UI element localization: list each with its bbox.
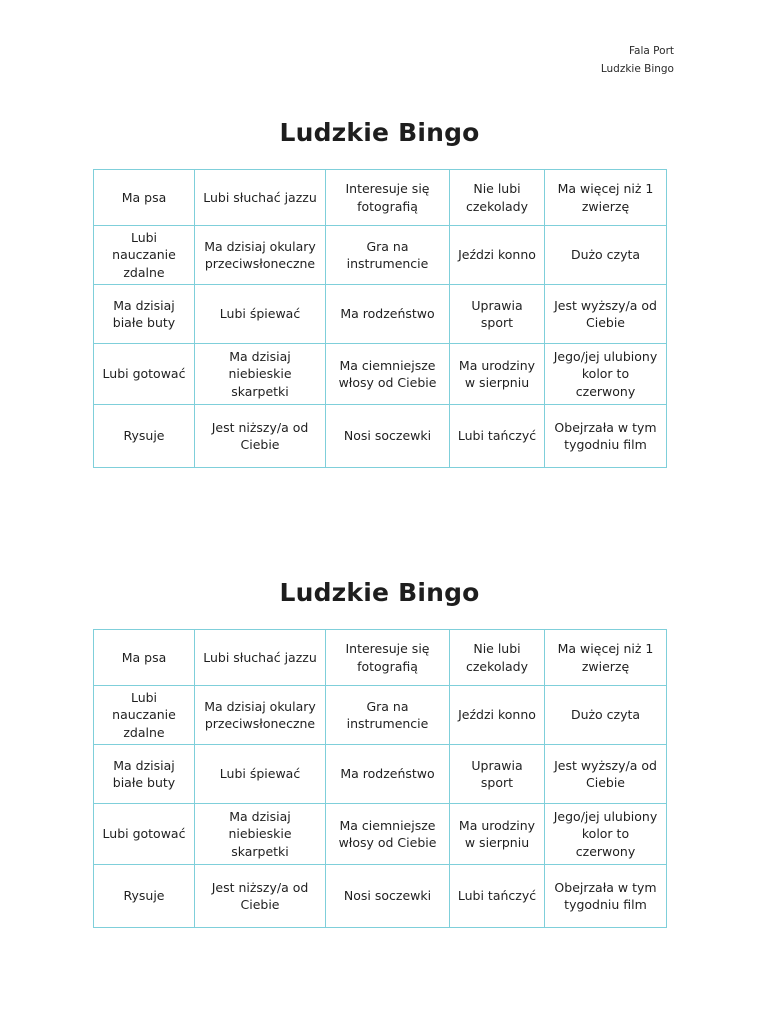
bingo-cell: Ma dzisiaj niebieskie skarpetki [195,344,326,405]
bingo-cell: Rysuje [94,865,195,928]
bingo-cell: Lubi nauczanie zdalne [94,226,195,285]
bingo-cell: Ma dzisiaj białe buty [94,745,195,804]
bingo-card-2 [93,578,666,928]
bingo-cell: Ma ciemniejsze włosy od Ciebie [326,804,450,865]
bingo-cell: Dużo czyta [545,686,667,745]
bingo-cell: Lubi śpiewać [195,745,326,804]
bingo-cell: Gra na instrumencie [326,226,450,285]
bingo-card-title: Ludzkie Bingo [279,118,480,147]
bingo-cell: Ma dzisiaj okulary przeciwsłoneczne [195,686,326,745]
bingo-cell: Ma rodzeństwo [326,745,450,804]
bingo-cell: Jego/jej ulubiony kolor to czerwony [545,804,667,865]
bingo-cell: Jego/jej ulubiony kolor to czerwony [545,344,667,405]
bingo-cell: Obejrzała w tym tygodniu film [545,405,667,468]
bingo-row [94,745,667,804]
bingo-row [94,226,667,285]
bingo-cell: Lubi śpiewać [195,285,326,344]
bingo-cell: Ma rodzeństwo [326,285,450,344]
bingo-cell: Lubi gotować [94,344,195,405]
bingo-cell: Jest niższy/a od Ciebie [195,865,326,928]
bingo-cell: Dużo czyta [545,226,667,285]
bingo-cell: Rysuje [94,405,195,468]
bingo-cell: Ma dzisiaj białe buty [94,285,195,344]
bingo-cell: Ma ciemniejsze włosy od Ciebie [326,344,450,405]
bingo-row [94,405,667,468]
bingo-card-title: Ludzkie Bingo [279,578,480,607]
bingo-cell: Ma psa [94,630,195,686]
bingo-cell: Lubi tańczyć [450,405,545,468]
bingo-cell: Nosi soczewki [326,865,450,928]
bingo-cell: Nie lubi czekolady [450,170,545,226]
header-org-name: Fala Port [628,45,674,57]
bingo-cell: Interesuje się fotografią [326,630,450,686]
bingo-row [94,170,667,226]
bingo-row [94,630,667,686]
bingo-cell: Ma dzisiaj niebieskie skarpetki [195,804,326,865]
bingo-cell: Jest wyższy/a od Ciebie [545,285,667,344]
bingo-cell: Lubi słuchać jazzu [195,630,326,686]
bingo-row [94,285,667,344]
page-header-meta [601,42,674,78]
bingo-cell: Jest niższy/a od Ciebie [195,405,326,468]
bingo-cell: Jest wyższy/a od Ciebie [545,745,667,804]
bingo-cell: Jeździ konno [450,686,545,745]
bingo-cell: Ma dzisiaj okulary przeciwsłoneczne [195,226,326,285]
bingo-row [94,865,667,928]
bingo-cell: Ma więcej niż 1 zwierzę [545,630,667,686]
bingo-row [94,804,667,865]
bingo-cell: Nie lubi czekolady [450,630,545,686]
bingo-grid [93,169,667,468]
bingo-cell: Ma urodziny w sierpniu [450,344,545,405]
bingo-row [94,344,667,405]
bingo-cell: Lubi tańczyć [450,865,545,928]
bingo-cell: Lubi nauczanie zdalne [94,686,195,745]
bingo-cell: Ma psa [94,170,195,226]
bingo-cell: Lubi gotować [94,804,195,865]
bingo-grid [93,629,667,928]
header-doc-name: Ludzkie Bingo [600,63,674,75]
bingo-cell: Ma urodziny w sierpniu [450,804,545,865]
bingo-row [94,686,667,745]
bingo-cell: Gra na instrumencie [326,686,450,745]
bingo-cell: Jeździ konno [450,226,545,285]
bingo-cell: Ma więcej niż 1 zwierzę [545,170,667,226]
bingo-cell: Interesuje się fotografią [326,170,450,226]
bingo-cell: Uprawia sport [450,745,545,804]
bingo-card-1 [93,118,666,468]
bingo-cell: Uprawia sport [450,285,545,344]
bingo-cell: Lubi słuchać jazzu [195,170,326,226]
bingo-cell: Nosi soczewki [326,405,450,468]
bingo-cell: Obejrzała w tym tygodniu film [545,865,667,928]
